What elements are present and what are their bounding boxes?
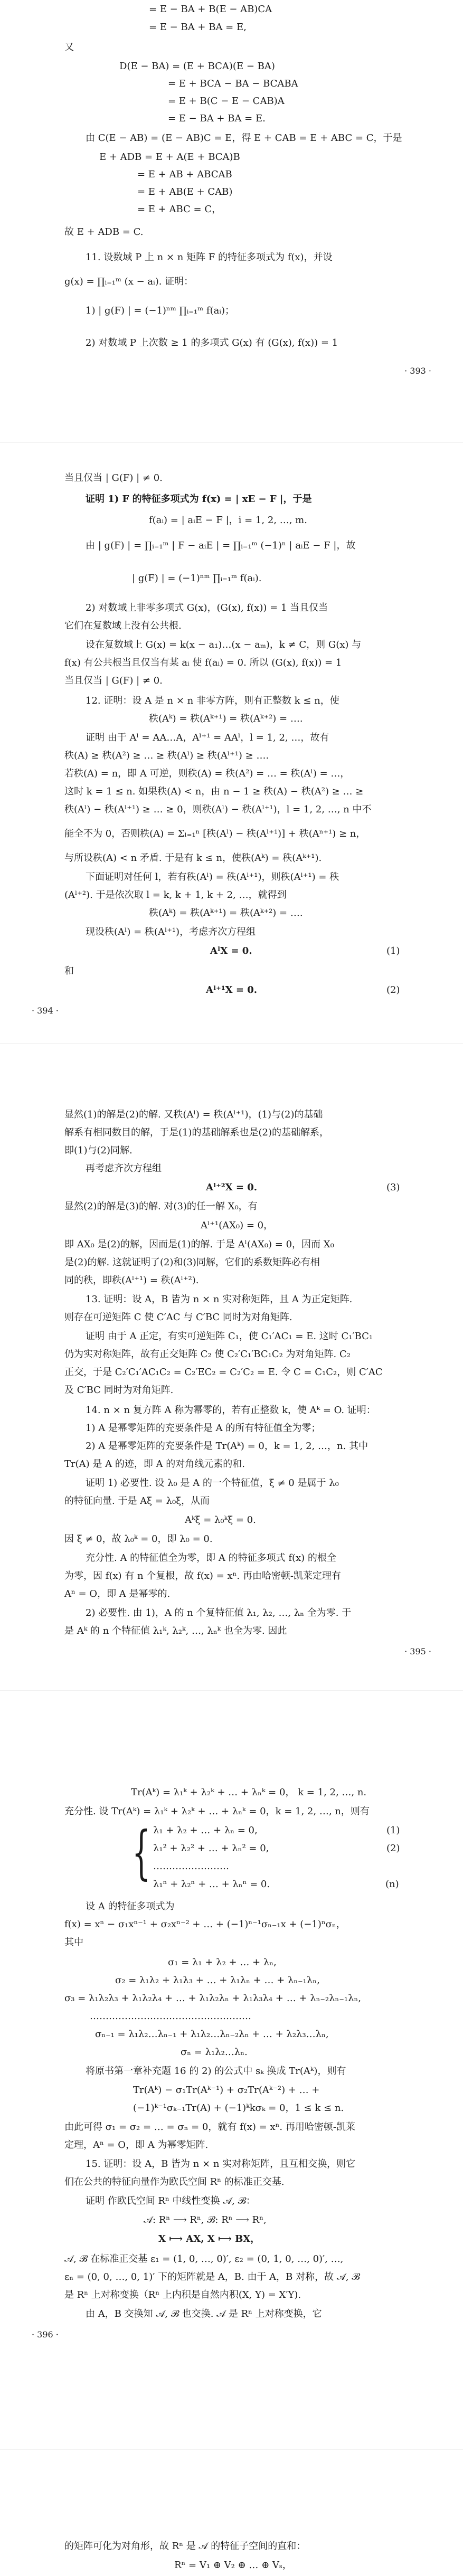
page-393 xyxy=(0,0,463,438)
brace-icon: { xyxy=(132,1819,150,1886)
text-line: 因 ξ ≠ 0，故 λ₀ᵏ = 0，即 λ₀ = 0. xyxy=(64,1533,213,1545)
text-line: 下面证明对任何 l，若有秩(Aˡ) = 秩(Aˡ⁺¹)，则秩(Aˡ⁺¹) = 秩 xyxy=(86,872,339,883)
text-line: 设在复数域上 G(x) = k(x − a₁)…(x − aₘ)，k ≠ C，则 G(x) 与 xyxy=(86,639,362,650)
eq-line: σ₃ = λ₁λ₂λ₃ + λ₁λ₂λ₄ + … + λ₁λ₂λₙ + λ₁λ₃λ₄ + … + λₙ₋₂λₙ₋₁λₙ, xyxy=(64,1993,361,2004)
text-line: 13. 证明：设 A，B 皆为 n × n 实对称矩阵，且 A 为正定矩阵. xyxy=(86,1294,353,1305)
eq-line: = E − BA + BA = E, xyxy=(149,22,247,33)
text-line: 正交，于是 C₂′C₁′AC₁C₂ = C₂′EC₂ = C₂′C₂ = E. 令 C = C₁C₂，则 C′AC xyxy=(64,1367,383,1378)
text-line: 15. 证明：设 A，B 皆为 n × n 实对称矩阵，且互相交换，则它 xyxy=(86,2158,356,2170)
text-line: 1) A 是幂零矩阵的充要条件是 A 的所有特征值全为零； xyxy=(86,1423,321,1434)
eq-line: Aˡ⁺¹X = 0. xyxy=(206,984,257,996)
text-line: 这时 k = 1 ≤ n. 如果秩(A) < n，由 n − 1 ≥ 秩(A) − 秩(A²) ≥ … ≥ xyxy=(64,786,364,797)
text-line: 们在公共的特征向量作为欧氏空间 Rⁿ 的标准正交基. xyxy=(64,2176,285,2187)
eq-line: (−1)ᵏ⁻¹σₖ₋₁Tr(A) + (−1)ᵏkσₖ = 0，1 ≤ k ≤ n. xyxy=(133,2103,344,2114)
eq-line: 秩(Aᵏ) = 秩(Aᵏ⁺¹) = 秩(Aᵏ⁺²) = …. xyxy=(149,713,303,724)
eq-line: = E + BCA − BA − BCABA xyxy=(168,78,298,89)
text-line: 12. 证明：设 A 是 n × n 非零方阵，则有正整数 k ≤ n，使 xyxy=(86,695,339,706)
text-line: g(x) = ∏ᵢ₌₁ᵐ (x − aᵢ). 证明： xyxy=(64,276,194,287)
eq-line: Aˡ⁺²X = 0. xyxy=(206,1182,257,1193)
text-line: 其中 xyxy=(64,1937,83,1948)
eq-number: (n) xyxy=(385,1879,399,1890)
eq-number: (2) xyxy=(386,984,400,996)
eq-line: …………………… xyxy=(153,1861,229,1872)
text-line: 由 C(E − AB) = (E − AB)C = E，得 E + CAB = E + ABC = C，于是 xyxy=(86,132,402,144)
page-divider xyxy=(0,1043,463,1044)
text-line: 它们在复数域上没有公共根. xyxy=(64,620,182,631)
eq-line: AˡX = 0. xyxy=(210,945,252,956)
page-395 xyxy=(0,1044,463,1688)
text-line: 证明 由于 Aˡ = AA…A，Aˡ⁺¹ = AAˡ，l = 1, 2, …，故有 xyxy=(86,732,329,743)
text-line: 𝒜, ℬ 在标准正交基 ε₁ = (1, 0, …, 0)′, ε₂ = (0, 1, 0, …, 0)′, …, xyxy=(64,2253,344,2265)
text-line: 和 xyxy=(64,965,74,977)
page-number: · 395 · xyxy=(404,1646,431,1656)
page-divider xyxy=(0,2449,463,2450)
text-line: 显然(1)的解是(2)的解. 又秩(Aˡ) = 秩(Aˡ⁺¹)，(1)与(2)的基础 xyxy=(64,1109,323,1120)
page-divider xyxy=(0,442,463,443)
text-line: 证明 由于 A 正定，有实可逆矩阵 C₁，使 C₁′AC₁ = E. 这时 C₁′BC₁ xyxy=(86,1331,373,1342)
text-line: 充分性. A 的特征值全为零，即 A 的特征多项式 f(x) 的根全 xyxy=(86,1552,336,1564)
eq-line: λ₁ⁿ + λ₂ⁿ + … + λₙⁿ = 0. xyxy=(153,1879,270,1890)
eq-line: σ₁ = λ₁ + λ₂ + … + λₙ, xyxy=(168,1957,277,1968)
text-line: 与所设秩(A) < n 矛盾. 于是有 k ≤ n，使秩(Aᵏ) = 秩(Aᵏ⁺¹). xyxy=(64,853,322,864)
page-397 xyxy=(0,2450,463,2576)
text-line: 又 xyxy=(64,42,74,53)
text-line: 是 Rⁿ 上对称变换（Rⁿ 上内积是自然内积(X, Y) = X′Y). xyxy=(64,2289,301,2300)
eq-number: (3) xyxy=(386,1182,400,1193)
text-line: Tr(A) 是 A 的迹，即 A 的对角线元素的和. xyxy=(64,1459,245,1470)
eq-line: f(x) = xⁿ − σ₁xⁿ⁻¹ + σ₂xⁿ⁻² + … + (−1)ⁿ⁻¹σₙ₋₁x + (−1)ⁿσₙ， xyxy=(64,1919,346,1930)
text-line: Aⁿ = O，即 A 是幂零的. xyxy=(64,1588,171,1599)
eq-line: Aˡ⁺¹(AX₀) = 0， xyxy=(201,1220,273,1231)
eq-line: Tr(Aᵏ) = λ₁ᵏ + λ₂ᵏ + … + λₙᵏ = 0， k = 1, 2, …, n. xyxy=(131,1787,367,1798)
text-line: 2) 对数域 P 上次数 ≥ 1 的多项式 G(x) 有 (G(x), f(x)) = 1 xyxy=(86,337,338,348)
text-line: 秩(Aˡ) − 秩(Aˡ⁺¹) ≥ … ≥ 0，则秩(Aˡ) − 秩(Aˡ⁺¹)，l = 1, 2, …, n 中不 xyxy=(64,804,372,815)
text-line: 能全不为 0，否则秩(A) = Σₗ₌₁ⁿ [秩(Aˡ) − 秩(Aˡ⁺¹)] + 秩(Aⁿ⁺¹) ≥ n， xyxy=(64,828,366,839)
text-line: 证明 1) 必要性. 设 λ₀ 是 A 的一个特征值，ξ ≠ 0 是属于 λ₀ xyxy=(86,1478,339,1489)
eq-line: Tr(Aᵏ) − σ₁Tr(Aᵏ⁻¹) + σ₂Tr(Aᵏ⁻²) + … + xyxy=(133,2085,320,2096)
eq-line: 秩(A) ≥ 秩(A²) ≥ … ≥ 秩(Aˡ) ≥ 秩(Aˡ⁺¹) ≥ …. xyxy=(64,750,269,761)
page-divider xyxy=(0,1690,463,1691)
eq-line: = E + ABC = C， xyxy=(137,204,222,215)
text-line: 是(2)的解. 这就证明了(2)和(3)同解，它们的系数矩阵必有相 xyxy=(64,1257,320,1268)
text-line: 1) | g(F) | = (−1)ⁿᵐ ∏ᵢ₌₁ᵐ f(aᵢ)； xyxy=(86,305,234,316)
eq-line: | g(F) | = (−1)ⁿᵐ ∏ᵢ₌₁ᵐ f(aᵢ). xyxy=(132,573,262,584)
page-396 xyxy=(0,1691,463,2446)
text-line: 故 E + ADB = C. xyxy=(64,226,144,238)
text-line: 即(1)与(2)同解. xyxy=(64,1145,133,1156)
text-line: 设 A 的特征多项式为 xyxy=(86,1901,175,1912)
eq-line: = E + AB(E + CAB) xyxy=(137,186,233,197)
page-394 xyxy=(0,443,463,1040)
text-line: 即 AX₀ 是(2)的解，因而是(1)的解. 于是 Aˡ(AX₀) = 0，因而 X₀ xyxy=(64,1239,334,1250)
text-line: 则存在可逆矩阵 C 使 C′AC 与 C′BC 同时为对角矩阵. xyxy=(64,1312,292,1323)
page-number: · 394 · xyxy=(32,1006,59,1016)
eq-line: λ₁² + λ₂² + … + λₙ² = 0, xyxy=(153,1843,269,1854)
text-line: 是 Aᵏ 的 n 个特征值 λ₁ᵏ, λ₂ᵏ, …, λₙᵏ 也全为零. 因此 xyxy=(64,1625,287,1636)
text-line: 由 A，B 交换知 𝒜, ℬ 也交换. 𝒜 是 Rⁿ 上对称变换，它 xyxy=(86,2308,322,2319)
eq-line: D(E − BA) = (E + BCA)(E − BA) xyxy=(119,61,275,72)
eq-number: (1) xyxy=(386,945,400,956)
text-line: 当且仅当 | G(F) | ≠ 0. xyxy=(64,675,163,686)
text-line: 现设秩(Aˡ) = 秩(Aˡ⁺¹)，考虑齐次方程组 xyxy=(86,926,256,937)
page-number: · 396 · xyxy=(32,2329,59,2340)
text-line: 的特征向量. 于是 Aξ = λ₀ξ，从而 xyxy=(64,1495,210,1507)
eq-line: 秩(Aᵏ) = 秩(Aᵏ⁺¹) = 秩(Aᵏ⁺²) = …. xyxy=(149,907,303,918)
text-line: 为零，因 f(x) 有 n 个复根，故 f(x) = xⁿ. 再由哈密顿-凯莱定理有 xyxy=(64,1570,341,1581)
text-line: 由 | g(F) | = ∏ᵢ₌₁ᵐ | F − aᵢE | = ∏ᵢ₌₁ᵐ (−1)ⁿ | aᵢE − F |，故 xyxy=(86,540,356,551)
text-line: 由此可得 σ₁ = σ₂ = … = σₙ = 0，就有 f(x) = xⁿ. 再用哈密顿-凯莱 xyxy=(64,2122,355,2133)
eq-line: Rⁿ = V₁ ⊕ V₂ ⊕ … ⊕ Vₛ， xyxy=(174,2560,292,2571)
text-line: 将原书第一章补充题 16 的 2) 的公式中 sₖ 换成 Tr(Aᵏ)，则有 xyxy=(86,2066,346,2077)
text-line: 2) 对数域上非零多项式 G(x)，(G(x), f(x)) = 1 当且仅当 xyxy=(86,602,328,613)
text-line: 显然(2)的解是(3)的解. 对(3)的任一解 X₀，有 xyxy=(64,1201,258,1212)
eq-line: 𝒜: Rⁿ ⟶ Rⁿ, ℬ: Rⁿ ⟶ Rⁿ, xyxy=(144,2214,267,2225)
eq-line: E + ADB = E + A(E + BCA)B xyxy=(99,151,240,163)
text-line: εₙ = (0, 0, …, 0, 1)′ 下的矩阵就是 A，B. 由于 A，B 对称，故 𝒜, ℬ xyxy=(64,2271,360,2283)
eq-line: …………………………………………… xyxy=(90,2011,251,2022)
eq-line: = E + B(C − E − CAB)A xyxy=(168,96,285,107)
text-line: 的矩阵可化为对角形，故 Rⁿ 是 𝒜 的特征子空间的直和： xyxy=(64,2541,306,2552)
eq-number: (2) xyxy=(386,1843,400,1854)
text-line: 仍为实对称矩阵，故有正交矩阵 C₂ 使 C₂′C₁′BC₁C₂ 为对角矩阵. C₂ xyxy=(64,1349,351,1360)
text-line: 当且仅当 | G(F) | ≠ 0. xyxy=(64,472,163,484)
text-line: 证明 作欧氏空间 Rⁿ 中线性变换 𝒜, ℬ： xyxy=(86,2195,256,2206)
eq-line: σ₂ = λ₁λ₂ + λ₁λ₃ + … + λ₁λₙ + … + λₙ₋₁λₙ, xyxy=(115,1975,320,1986)
eq-line: σₙ₋₁ = λ₁λ₂…λₙ₋₁ + λ₁λ₂…λₙ₋₂λₙ + … + λ₂λ₃…λₙ, xyxy=(95,2029,329,2040)
eq-line: X ⟼ AX, X ⟼ BX， xyxy=(158,2233,260,2244)
text-line: 充分性. 设 Tr(Aᵏ) = λ₁ᵏ + λ₂ᵏ + … + λₙᵏ = 0，k = 1, 2, …, n，则有 xyxy=(64,1806,370,1817)
text-line: 若秩(A) = n，即 A 可逆，则秩(A) = 秩(A²) = … = 秩(Aˡ) = …， xyxy=(64,768,350,779)
text-line: f(x) 有公共根当且仅当有某 aᵢ 使 f(aᵢ) = 0. 所以 (G(x), f(x)) = 1 xyxy=(64,657,342,668)
eq-line: λ₁ + λ₂ + … + λₙ = 0, xyxy=(153,1825,258,1836)
eq-line: Aᵏξ = λ₀ᵏξ = 0. xyxy=(185,1514,256,1526)
text-line: 同的秩，即秩(Aˡ⁺¹) = 秩(Aˡ⁺²). xyxy=(64,1275,199,1286)
text-line: 证明 1) F 的特征多项式为 f(x) = | xE − F |，于是 xyxy=(86,494,312,505)
text-line: 及 C′BC 同时为对角矩阵. xyxy=(64,1385,174,1396)
text-line: 11. 设数域 P 上 n × n 矩阵 F 的特征多项式为 f(x)，并设 xyxy=(86,252,333,263)
text-line: (Aˡ⁺²). 于是依次取 l = k, k + 1, k + 2, …，就得到 xyxy=(64,889,287,901)
eq-line: = E − BA + BA = E. xyxy=(168,113,266,124)
text-line: 定理，Aⁿ = O，即 A 为幂零矩阵. xyxy=(64,2139,209,2151)
eq-line: σₙ = λ₁λ₂…λₙ. xyxy=(181,2047,248,2058)
eq-number: (1) xyxy=(386,1825,400,1836)
eq-line: f(aᵢ) = | aᵢE − F |，i = 1, 2, …, m. xyxy=(149,515,307,526)
text-line: 14. n × n 复方阵 A 称为幂零的，若有正整数 k，使 Aᵏ = O. 证明： xyxy=(86,1405,376,1416)
text-line: 2) 必要性. 由 1)，A 的 n 个复特征值 λ₁, λ₂, …, λₙ 全为零. 于 xyxy=(86,1607,352,1618)
text-line: 2) A 是幂零矩阵的充要条件是 Tr(Aᵏ) = 0，k = 1, 2, …，n. 其中 xyxy=(86,1441,368,1452)
eq-line: = E + AB + ABCAB xyxy=(137,169,232,180)
eq-line: = E − BA + B(E − AB)CA xyxy=(149,4,272,15)
text-line: 再考虑齐次方程组 xyxy=(86,1163,162,1174)
text-line: 解系有相同数目的解，于是(1)的基础解系也是(2)的基础解系， xyxy=(64,1127,329,1138)
page-number: · 393 · xyxy=(404,366,431,376)
